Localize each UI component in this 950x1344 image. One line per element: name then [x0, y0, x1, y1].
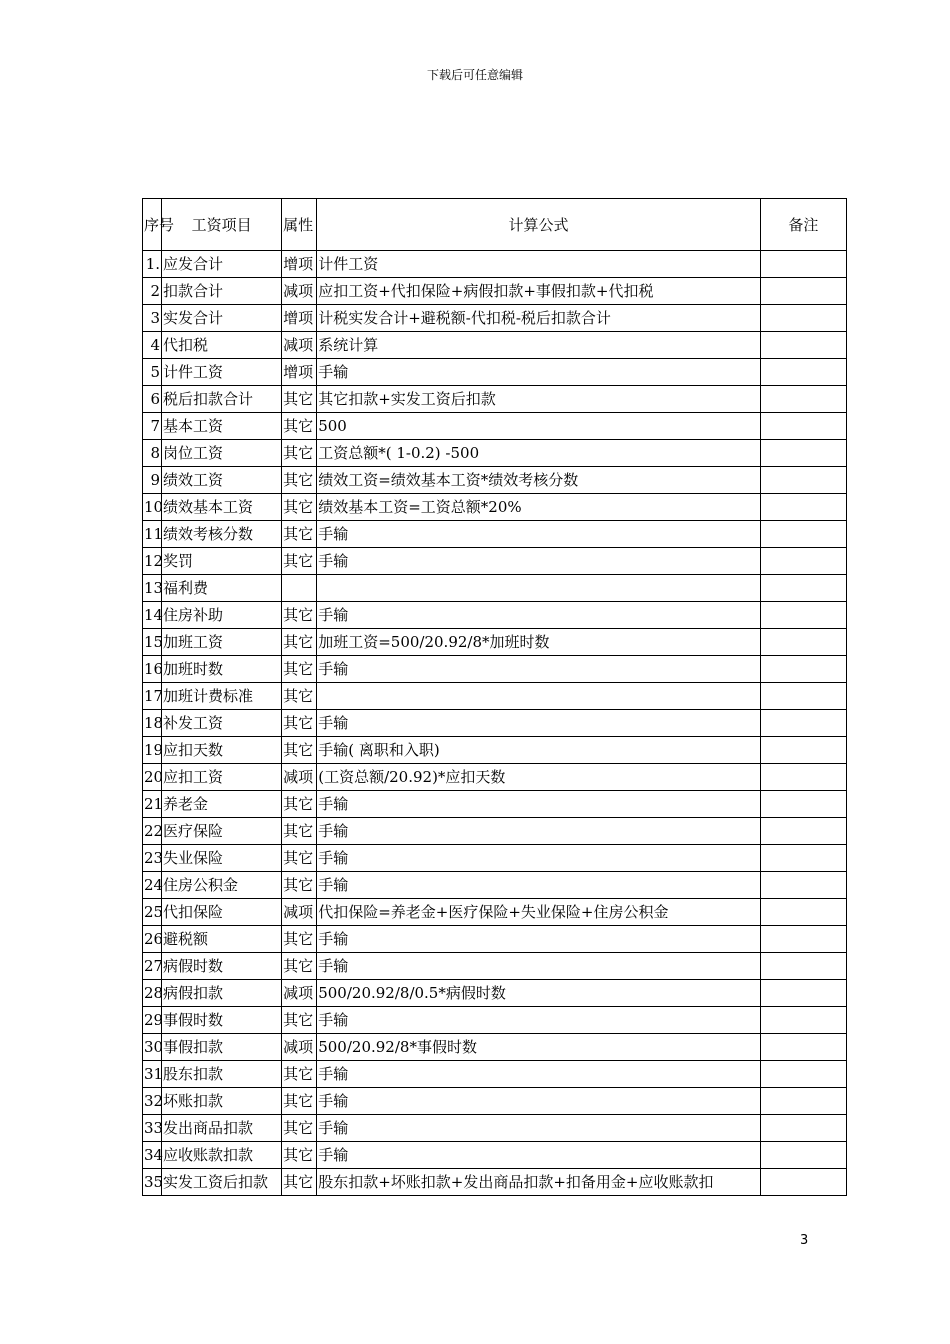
table-row — [143, 845, 847, 872]
table-row — [143, 1115, 847, 1142]
cell-attr: 其它 — [282, 413, 317, 440]
cell-item: 应发合计 — [162, 251, 282, 278]
cell-no: 28 — [143, 980, 162, 1007]
cell-item: 代扣税 — [162, 332, 282, 359]
cell-attr: 其它 — [282, 440, 317, 467]
cell-formula: 500/20.92/8/0.5*病假时数 — [317, 980, 761, 1007]
cell-formula: 工资总额*( 1-0.2) -500 — [317, 440, 761, 467]
cell-remark — [760, 332, 846, 359]
cell-formula: 500/20.92/8*事假时数 — [317, 1034, 761, 1061]
table-row — [143, 521, 847, 548]
cell-attr: 其它 — [282, 1088, 317, 1115]
table-body — [143, 251, 847, 1196]
cell-formula: 代扣保险=养老金+医疗保险+失业保险+住房公积金 — [317, 899, 761, 926]
cell-remark — [760, 1115, 846, 1142]
cell-formula: 手输 — [317, 359, 761, 386]
cell-attr: 其它 — [282, 467, 317, 494]
cell-no: 32 — [143, 1088, 162, 1115]
cell-formula: 手输 — [317, 1115, 761, 1142]
table-row — [143, 872, 847, 899]
cell-no: 9 — [143, 467, 162, 494]
cell-remark — [760, 710, 846, 737]
cell-no: 11 — [143, 521, 162, 548]
cell-attr: 其它 — [282, 1115, 317, 1142]
cell-item: 奖罚 — [162, 548, 282, 575]
cell-no: 16 — [143, 656, 162, 683]
cell-no: 2 — [143, 278, 162, 305]
cell-remark — [760, 521, 846, 548]
table-row — [143, 1034, 847, 1061]
cell-formula: 计件工资 — [317, 251, 761, 278]
cell-formula: 手输 — [317, 602, 761, 629]
cell-item: 住房补助 — [162, 602, 282, 629]
cell-attr: 增项 — [282, 251, 317, 278]
cell-item: 医疗保险 — [162, 818, 282, 845]
cell-item: 加班时数 — [162, 656, 282, 683]
cell-remark — [760, 899, 846, 926]
cell-remark — [760, 1169, 846, 1196]
cell-remark — [760, 872, 846, 899]
cell-item: 股东扣款 — [162, 1061, 282, 1088]
cell-attr: 其它 — [282, 629, 317, 656]
table-row — [143, 710, 847, 737]
cell-attr: 其它 — [282, 845, 317, 872]
cell-item: 加班工资 — [162, 629, 282, 656]
cell-remark — [760, 818, 846, 845]
cell-formula: 股东扣款+坏账扣款+发出商品扣款+扣备用金+应收账款扣 — [317, 1169, 761, 1196]
cell-remark — [760, 1034, 846, 1061]
table-row — [143, 602, 847, 629]
table-row — [143, 791, 847, 818]
table-row — [143, 386, 847, 413]
cell-remark — [760, 440, 846, 467]
cell-remark — [760, 980, 846, 1007]
cell-formula: 手输 — [317, 521, 761, 548]
table-row — [143, 1061, 847, 1088]
cell-remark — [760, 656, 846, 683]
cell-attr: 其它 — [282, 656, 317, 683]
cell-remark — [760, 1007, 846, 1034]
cell-item: 养老金 — [162, 791, 282, 818]
table-row — [143, 818, 847, 845]
cell-no: 21 — [143, 791, 162, 818]
cell-formula: 手输 — [317, 548, 761, 575]
cell-remark — [760, 764, 846, 791]
cell-item: 实发工资后扣款 — [162, 1169, 282, 1196]
table-row — [143, 467, 847, 494]
cell-attr: 其它 — [282, 521, 317, 548]
cell-remark — [760, 1061, 846, 1088]
cell-attr: 减项 — [282, 278, 317, 305]
cell-no: 35 — [143, 1169, 162, 1196]
table-row — [143, 332, 847, 359]
cell-no: 23 — [143, 845, 162, 872]
cell-item: 岗位工资 — [162, 440, 282, 467]
cell-no: 30 — [143, 1034, 162, 1061]
cell-attr: 其它 — [282, 548, 317, 575]
cell-attr: 增项 — [282, 305, 317, 332]
cell-no: 31 — [143, 1061, 162, 1088]
column-header-remark: 备注 — [760, 199, 846, 251]
cell-attr: 其它 — [282, 1142, 317, 1169]
cell-no: 13 — [143, 575, 162, 602]
cell-attr: 其它 — [282, 602, 317, 629]
cell-item: 发出商品扣款 — [162, 1115, 282, 1142]
cell-remark — [760, 494, 846, 521]
table-row — [143, 251, 847, 278]
table-row — [143, 1007, 847, 1034]
cell-no: 12 — [143, 548, 162, 575]
cell-no: 27 — [143, 953, 162, 980]
cell-no: 6 — [143, 386, 162, 413]
cell-attr: 其它 — [282, 386, 317, 413]
cell-no: 15 — [143, 629, 162, 656]
cell-item: 应扣天数 — [162, 737, 282, 764]
cell-item: 绩效工资 — [162, 467, 282, 494]
cell-no: 29 — [143, 1007, 162, 1034]
cell-item: 基本工资 — [162, 413, 282, 440]
column-header-no: 序号 — [143, 199, 162, 251]
cell-attr: 其它 — [282, 1169, 317, 1196]
cell-no: 5 — [143, 359, 162, 386]
cell-attr: 其它 — [282, 1007, 317, 1034]
cell-formula: 手输 — [317, 1061, 761, 1088]
cell-no: 24 — [143, 872, 162, 899]
page-number: 3 — [800, 1233, 809, 1248]
cell-attr: 减项 — [282, 899, 317, 926]
table-row — [143, 1142, 847, 1169]
cell-item: 病假时数 — [162, 953, 282, 980]
cell-no: 22 — [143, 818, 162, 845]
cell-attr: 减项 — [282, 980, 317, 1007]
cell-no: 14 — [143, 602, 162, 629]
cell-formula: 500 — [317, 413, 761, 440]
cell-remark — [760, 737, 846, 764]
table-row — [143, 899, 847, 926]
cell-no: 20 — [143, 764, 162, 791]
cell-remark — [760, 413, 846, 440]
cell-remark — [760, 467, 846, 494]
cell-item: 补发工资 — [162, 710, 282, 737]
cell-attr: 其它 — [282, 926, 317, 953]
column-header-attr: 属性 — [282, 199, 317, 251]
table-header-row — [143, 199, 847, 251]
cell-attr: 其它 — [282, 494, 317, 521]
table-row — [143, 656, 847, 683]
cell-remark — [760, 278, 846, 305]
cell-item: 病假扣款 — [162, 980, 282, 1007]
cell-item: 事假扣款 — [162, 1034, 282, 1061]
table-row — [143, 629, 847, 656]
cell-attr: 减项 — [282, 1034, 317, 1061]
table-row — [143, 1169, 847, 1196]
table-row — [143, 305, 847, 332]
table-row — [143, 737, 847, 764]
cell-item: 绩效考核分数 — [162, 521, 282, 548]
cell-item: 失业保险 — [162, 845, 282, 872]
cell-item: 绩效基本工资 — [162, 494, 282, 521]
cell-attr: 其它 — [282, 872, 317, 899]
cell-remark — [760, 602, 846, 629]
cell-item: 应扣工资 — [162, 764, 282, 791]
salary-items-table — [142, 198, 847, 1196]
cell-formula: 应扣工资+代扣保险+病假扣款+事假扣款+代扣税 — [317, 278, 761, 305]
cell-formula: 手输 — [317, 791, 761, 818]
cell-formula — [317, 575, 761, 602]
cell-no: 19 — [143, 737, 162, 764]
cell-attr: 减项 — [282, 764, 317, 791]
cell-item: 扣款合计 — [162, 278, 282, 305]
column-header-item: 工资项目 — [162, 199, 282, 251]
table-row — [143, 494, 847, 521]
cell-remark — [760, 386, 846, 413]
cell-formula: 手输 — [317, 656, 761, 683]
cell-no: 33 — [143, 1115, 162, 1142]
cell-no: 34 — [143, 1142, 162, 1169]
cell-attr: 其它 — [282, 710, 317, 737]
cell-attr: 其它 — [282, 1061, 317, 1088]
cell-item: 避税额 — [162, 926, 282, 953]
cell-no: 3 — [143, 305, 162, 332]
cell-no: 7 — [143, 413, 162, 440]
cell-formula: 手输 — [317, 1007, 761, 1034]
cell-remark — [760, 629, 846, 656]
cell-remark — [760, 1142, 846, 1169]
cell-remark — [760, 548, 846, 575]
cell-item: 实发合计 — [162, 305, 282, 332]
cell-formula: 手输 — [317, 710, 761, 737]
cell-formula: 手输( 离职和入职) — [317, 737, 761, 764]
table-row — [143, 980, 847, 1007]
cell-formula: 手输 — [317, 1142, 761, 1169]
cell-formula — [317, 683, 761, 710]
cell-formula: 计税实发合计+避税额-代扣税-税后扣款合计 — [317, 305, 761, 332]
cell-item: 加班计费标准 — [162, 683, 282, 710]
cell-remark — [760, 359, 846, 386]
column-header-formula: 计算公式 — [317, 199, 761, 251]
cell-remark — [760, 926, 846, 953]
cell-no: 4 — [143, 332, 162, 359]
cell-attr — [282, 575, 317, 602]
cell-formula: 手输 — [317, 953, 761, 980]
table-row — [143, 953, 847, 980]
cell-item: 坏账扣款 — [162, 1088, 282, 1115]
cell-formula: 手输 — [317, 845, 761, 872]
cell-no: 26 — [143, 926, 162, 953]
cell-no: 8 — [143, 440, 162, 467]
cell-item: 事假时数 — [162, 1007, 282, 1034]
table-row — [143, 413, 847, 440]
cell-formula: 手输 — [317, 818, 761, 845]
cell-no: 1. — [143, 251, 162, 278]
table-row — [143, 683, 847, 710]
cell-formula: 手输 — [317, 926, 761, 953]
cell-item: 税后扣款合计 — [162, 386, 282, 413]
table-row — [143, 575, 847, 602]
cell-remark — [760, 953, 846, 980]
cell-remark — [760, 845, 846, 872]
cell-formula: 手输 — [317, 1088, 761, 1115]
cell-attr: 其它 — [282, 791, 317, 818]
cell-remark — [760, 791, 846, 818]
cell-attr: 增项 — [282, 359, 317, 386]
cell-no: 17 — [143, 683, 162, 710]
cell-remark — [760, 305, 846, 332]
cell-remark — [760, 575, 846, 602]
cell-item: 代扣保险 — [162, 899, 282, 926]
table-row — [143, 359, 847, 386]
table-row — [143, 926, 847, 953]
cell-item: 计件工资 — [162, 359, 282, 386]
cell-attr: 其它 — [282, 953, 317, 980]
cell-attr: 其它 — [282, 737, 317, 764]
cell-item: 福利费 — [162, 575, 282, 602]
cell-formula: 绩效工资=绩效基本工资*绩效考核分数 — [317, 467, 761, 494]
table-row — [143, 764, 847, 791]
cell-formula: 其它扣款+实发工资后扣款 — [317, 386, 761, 413]
page-header: 下载后可任意编辑 — [426, 68, 523, 82]
cell-attr: 其它 — [282, 818, 317, 845]
cell-remark — [760, 1088, 846, 1115]
cell-remark — [760, 683, 846, 710]
cell-formula: 绩效基本工资=工资总额*20% — [317, 494, 761, 521]
cell-formula: 加班工资=500/20.92/8*加班时数 — [317, 629, 761, 656]
cell-formula: 系统计算 — [317, 332, 761, 359]
cell-remark — [760, 251, 846, 278]
cell-no: 18 — [143, 710, 162, 737]
cell-formula: 手输 — [317, 872, 761, 899]
cell-no: 10 — [143, 494, 162, 521]
table-row — [143, 440, 847, 467]
cell-item: 住房公积金 — [162, 872, 282, 899]
cell-no: 25 — [143, 899, 162, 926]
cell-item: 应收账款扣款 — [162, 1142, 282, 1169]
table-row — [143, 548, 847, 575]
table-row — [143, 1088, 847, 1115]
cell-attr: 减项 — [282, 332, 317, 359]
cell-formula: (工资总额/20.92)*应扣天数 — [317, 764, 761, 791]
cell-attr: 其它 — [282, 683, 317, 710]
table-row — [143, 278, 847, 305]
